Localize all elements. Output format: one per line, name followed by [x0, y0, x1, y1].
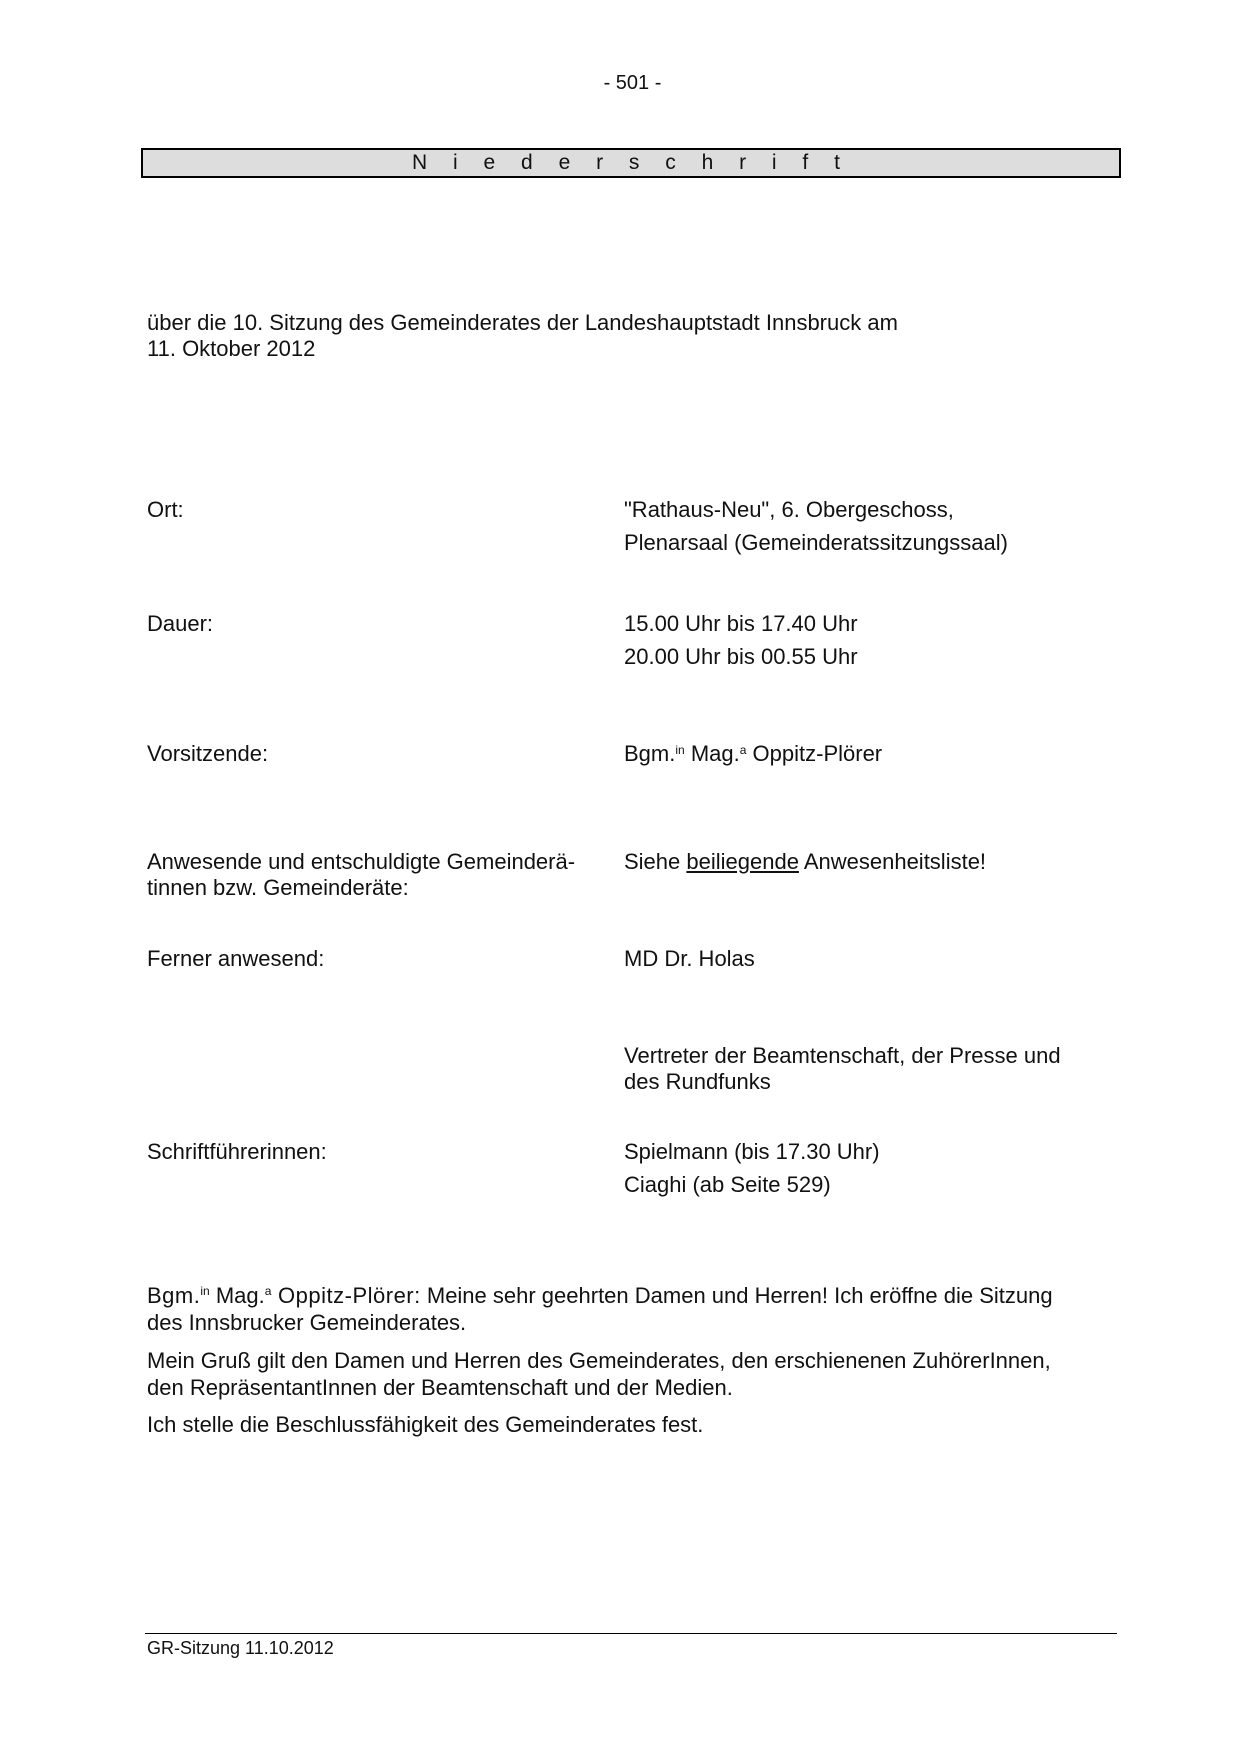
- vorsitzende-bgm: Bgm.: [624, 741, 676, 766]
- vorsitzende-label: Vorsitzende:: [147, 741, 269, 766]
- anwesende-label: [147, 849, 607, 901]
- schriftfuehrer-line-2: Ciaghi (ab Seite 529): [624, 1172, 831, 1197]
- vorsitzende-value: [624, 741, 1104, 767]
- dauer-value: [624, 611, 1104, 670]
- vorsitzende-mag: Mag.: [684, 741, 740, 766]
- speech-p1-text: Meine sehr geehrten Damen und Herren! Ich eröffne die Sitzung: [420, 1283, 1053, 1308]
- anwesende-label-line-2: tinnen bzw. Gemeinderäte:: [147, 875, 409, 900]
- schriftfuehrer-label: Schriftführerinnen:: [147, 1139, 327, 1164]
- schriftfuehrer-line-1: Spielmann (bis 17.30 Uhr): [624, 1139, 880, 1164]
- anwesende-pre: Siehe: [624, 849, 687, 874]
- dauer-line-1: 15.00 Uhr bis 17.40 Uhr: [624, 611, 858, 636]
- ferner-value: MD Dr. Holas: [624, 946, 755, 971]
- vertreter-line-2: des Rundfunks: [624, 1069, 771, 1094]
- vertreter-value: [624, 1043, 1104, 1095]
- document-title: N i e d e r s c h r i f t: [141, 148, 1121, 178]
- intro-line-2: 11. Oktober 2012: [147, 336, 316, 361]
- footer-text: GR-Sitzung 11.10.2012: [147, 1638, 334, 1658]
- beiliegende-link: beiliegende: [686, 849, 799, 874]
- ort-label: Ort:: [147, 497, 184, 522]
- speech-p2-line-1: Mein Gruß gilt den Damen und Herren des Gemeinderates, den erschienenen ZuhörerInnen,: [147, 1348, 1051, 1373]
- speech-paragraph-1: [147, 1282, 1117, 1336]
- footer-divider: [145, 1633, 1117, 1634]
- speaker-bgm: Bgm.: [147, 1283, 201, 1308]
- speech-p1-line-1: [147, 1282, 1117, 1309]
- ort-line-2: Plenarsaal (Gemeinderatssitzungssaal): [624, 530, 1008, 555]
- speaker-name: Oppitz-Plörer:: [271, 1283, 421, 1308]
- ort-value: [624, 497, 1104, 556]
- speaker-sup-a: a: [264, 1284, 272, 1298]
- ferner-label: Ferner anwesend:: [147, 946, 325, 971]
- speech-p2-line-2: den RepräsentantInnen der Beamtenschaft und der Medien.: [147, 1375, 733, 1400]
- speech-paragraph-3: Ich stelle die Beschlussfähigkeit des Gemeinderates fest.: [147, 1412, 704, 1437]
- speech-paragraph-2: [147, 1347, 1117, 1401]
- dauer-label: Dauer:: [147, 611, 214, 636]
- vorsitzende-name: Oppitz-Plörer: [746, 741, 883, 766]
- vertreter-line-1: Vertreter der Beamtenschaft, der Presse und: [624, 1043, 1061, 1068]
- page-number: - 501 -: [603, 72, 662, 94]
- ort-line-1: "Rathaus-Neu", 6. Obergeschoss,: [624, 497, 954, 522]
- vorsitzende-sup-in: in: [675, 743, 685, 757]
- schriftfuehrer-value: [624, 1139, 1104, 1198]
- speech-p1-line-2: des Innsbrucker Gemeinderates.: [147, 1310, 467, 1335]
- anwesende-label-line-1: Anwesende und entschuldigte Gemeinderä-: [147, 849, 576, 874]
- vorsitzende-sup-a: a: [739, 743, 747, 757]
- intro-text: [147, 310, 1047, 362]
- anwesende-post: Anwesenheitsliste!: [798, 849, 987, 874]
- speaker-mag: Mag.: [209, 1283, 265, 1308]
- intro-line-1: über die 10. Sitzung des Gemeinderates der Landeshauptstadt Innsbruck am: [147, 310, 898, 335]
- dauer-line-2: 20.00 Uhr bis 00.55 Uhr: [624, 644, 858, 669]
- speaker-sup-in: in: [200, 1284, 210, 1298]
- anwesende-value: [624, 849, 1104, 875]
